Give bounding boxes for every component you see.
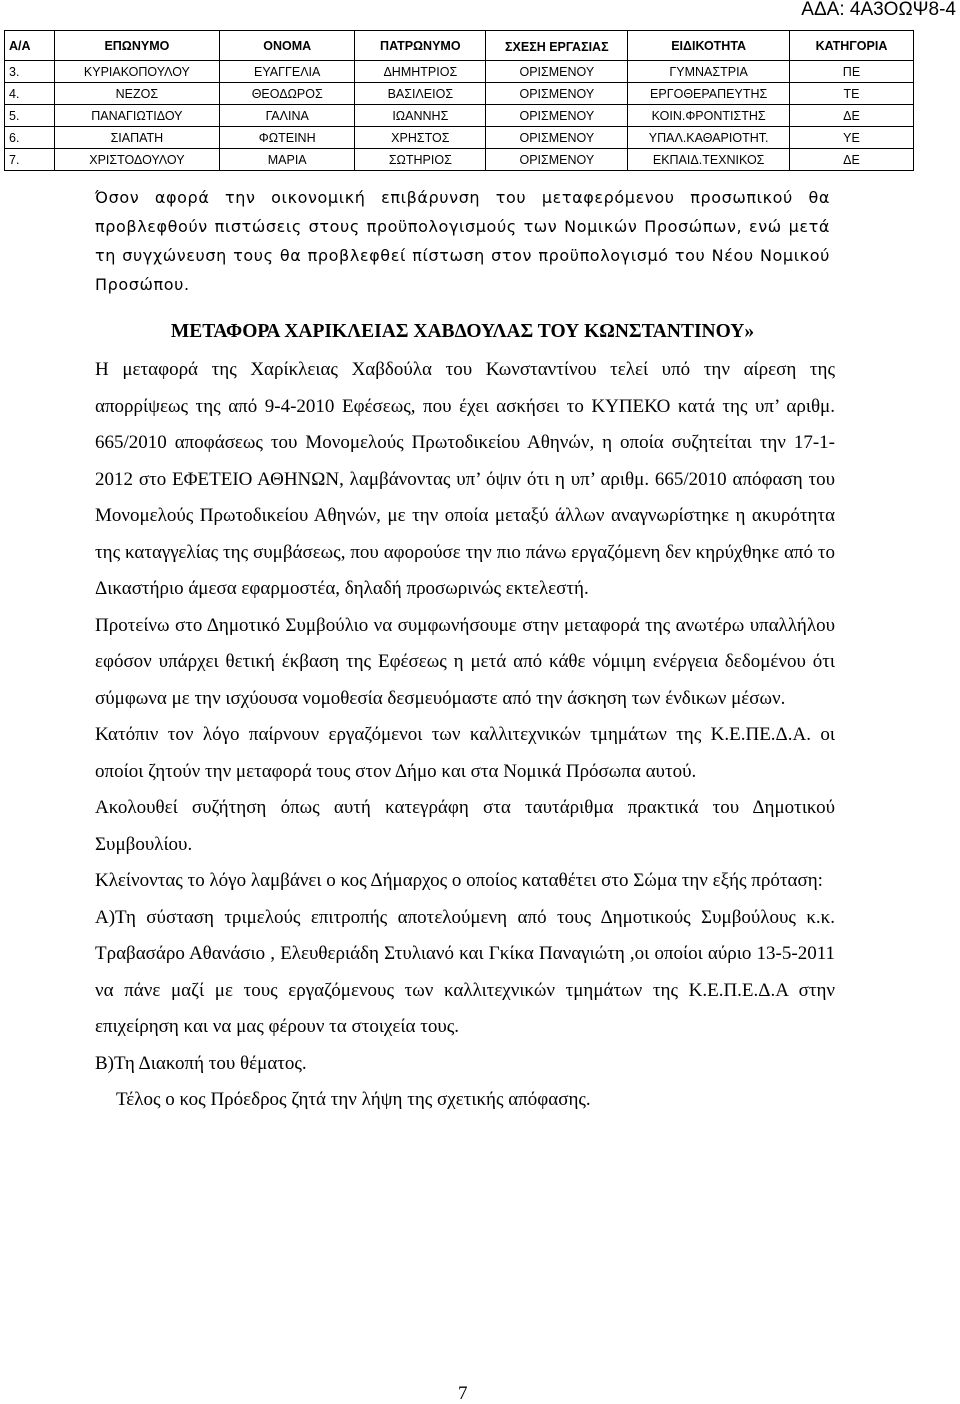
cell-category: ΤΕ [789,83,913,105]
cell-employment-relation: ΟΡΙΣΜΕΝΟΥ [486,127,628,149]
cell-aa: 5. [5,105,55,127]
cell-surname: ΝΕΖΟΣ [54,83,219,105]
cell-employment-relation: ΟΡΙΣΜΕΝΟΥ [486,149,628,171]
staff-table [4,30,914,171]
cell-name: ΜΑΡΙΑ [220,149,355,171]
cell-name: ΦΩΤΕΙΝΗ [220,127,355,149]
cell-specialty: ΚΟΙΝ.ΦΡΟΝΤΙΣΤΗΣ [628,105,790,127]
cell-employment-relation: ΟΡΙΣΜΕΝΟΥ [486,83,628,105]
cell-specialty: ΕΚΠΑΙΔ.ΤΕΧΝΙΚΟΣ [628,149,790,171]
cell-aa: 7. [5,149,55,171]
paragraph-option-b: Β)Τη Διακοπή του θέματος. [95,1052,307,1074]
table-row [5,127,914,149]
cell-surname: ΣΙΑΠΑΤΗ [54,127,219,149]
cell-specialty: ΓΥΜΝΑΣΤΡΙΑ [628,61,790,83]
cell-name: ΓΑΛΙΝΑ [220,105,355,127]
header-specialty: ΕΙΔΙΚΟΤΗΤΑ [628,31,790,61]
cell-category: ΠΕ [789,61,913,83]
cell-aa: 4. [5,83,55,105]
cell-category: ΔΕ [789,105,913,127]
header-patronym: ΠΑΤΡΩΝΥΜΟ [355,31,486,61]
cell-surname: ΚΥΡΙΑΚΟΠΟΥΛΟΥ [54,61,219,83]
cell-patronym: ΣΩΤΗΡΙΟΣ [355,149,486,171]
cell-category: ΔΕ [789,149,913,171]
cell-name: ΕΥΑΓΓΕΛΙΑ [220,61,355,83]
header-surname: ΕΠΩΝΥΜΟ [54,31,219,61]
paragraph-transfer-condition: Η μεταφορά της Χαρίκλειας Χαβδούλα του Κωνσταντίνου τελεί υπό την αίρεση της απορρίψεως της από 9-4-2010 Εφέσεως, που έχει ασκήσει το ΚΥΠΕΚΟ κατά της υπ’ αριθμ. 665/2010 αποφάσεως του Μονομελούς Πρωτοδικείου Αθηνών, η οποία συζητείται την 17-1-2012 στο ΕΦΕΤΕΙΟ ΑΘΗΝΩΝ, λαμβάνοντας υπ’ όψιν ότι η υπ’ αριθμ. 665/2010 απόφαση του Μονομελούς Πρωτοδικείου Αθηνών, με την οποία μεταξύ άλλων αναγνωρίστηκε η ακυρότητα της καταγγελίας της συμβάσεως, που αφορούσε την πιο πάνω εργαζόμενη δεν κηρύχθηκε από το Δικαστήριο άμεσα εφαρμοστέα, δηλαδή προσωρινώς εκτελεστή. [95,359,835,599]
paragraph-proposal: Προτείνω στο Δημοτικό Συμβούλιο να συμφωνήσουμε στην μεταφορά της ανωτέρω υπαλλήλου εφόσον υπάρχει θετική έκβαση της Εφέσεως η μετά από κάθε νόμιμη ενέργεια δεδομένου ότι σύμφωνα με την ισχύουσα νομοθεσία δεσμευόμαστε από την άσκηση των ένδικων μέσων. [95,614,835,709]
cell-patronym: ΔΗΜΗΤΡΙΟΣ [355,61,486,83]
paragraph-workers: Κατόπιν τον λόγο παίρνουν εργαζόμενοι των καλλιτεχνικών τμημάτων της Κ.Ε.ΠΕ.Δ.Α. οι οποίοι ζητούν την μεταφορά τους στον Δήμο και στα Νομικά Πρόσωπα αυτού. [95,724,835,782]
cell-specialty: ΕΡΓΟΘΕΡΑΠΕΥΤΗΣ [628,83,790,105]
paragraph-discussion: Ακολουθεί συζήτηση όπως αυτή κατεγράφη στα ταυτάριθμα πρακτικά του Δημοτικού Συμβουλίου. [95,797,835,855]
table-row [5,149,914,171]
page-number: 7 [458,1383,468,1404]
header-name: ΟΝΟΜΑ [220,31,355,61]
section-heading: ΜΕΤΑΦΟΡΑ ΧΑΡΙΚΛΕΙΑΣ ΧΑΒΔΟΥΛΑΣ ΤΟΥ ΚΩΝΣΤΑΝΤΙΝΟΥ» [170,321,755,342]
table-row [5,61,914,83]
paragraph-mayor: Κλείνοντας το λόγο λαμβάνει ο κος Δήμαρχος ο οποίος καταθέτει στο Σώμα την εξής πρόταση: [95,870,823,891]
cell-surname: ΧΡΙΣΤΟΔΟΥΛΟΥ [54,149,219,171]
ada-code: ΑΔΑ: 4Α3ΟΩΨ8-4 [801,0,956,20]
cell-employment-relation: ΟΡΙΣΜΕΝΟΥ [486,105,628,127]
paragraph-closing: Τέλος ο κος Πρόεδρος ζητά την λήψη της σχετικής απόφασης. [116,1089,591,1110]
cell-specialty: ΥΠΑΛ.ΚΑΘΑΡΙΟΤΗΤ. [628,127,790,149]
cell-patronym: ΙΩΑΝΝΗΣ [355,105,486,127]
header-category: ΚΑΤΗΓΟΡΙΑ [789,31,913,61]
intro-paragraph: Όσον αφορά την οικονομική επιβάρυνση του μεταφερόμενου προσωπικού θα προβλεφθούν πιστώσεις στους προϋπολογισμούς των Νομικών Προσώπων, ενώ μετά τη συγχώνευση τους θα προβλεφθεί πίστωση στον προϋπολογισμό του Νέου Νομικού Προσώπου. [95,188,830,294]
header-employment-relation: ΣΧΕΣΗ ΕΡΓΑΣΙΑΣ [486,31,628,61]
cell-name: ΘΕΟΔΩΡΟΣ [220,83,355,105]
table-row [5,83,914,105]
table-row [5,105,914,127]
cell-aa: 3. [5,61,55,83]
cell-patronym: ΒΑΣΙΛΕΙΟΣ [355,83,486,105]
cell-surname: ΠΑΝΑΓΙΩΤΙΔΟΥ [54,105,219,127]
header-aa: Α/Α [5,31,55,61]
body-text [95,352,835,1119]
cell-aa: 6. [5,127,55,149]
cell-category: ΥΕ [789,127,913,149]
paragraph-option-a: Α)Τη σύσταση τριμελούς επιτροπής αποτελούμενη από τους Δημοτικούς Συμβούλους κ.κ. Τραβασάρο Αθανάσιο , Ελευθεριάδη Στυλιανό και Γκίκα Παναγιώτη ,οι οποίοι αύριο 13-5-2011 να πάνε μαζί με τους εργαζόμενους των καλλιτεχνικών τμημάτων της Κ.Ε.Π.Ε.Δ.Α στην επιχείρηση και να μας φέρουν τα στοιχεία τους. [95,906,835,1037]
cell-employment-relation: ΟΡΙΣΜΕΝΟΥ [486,61,628,83]
table-header-row [5,31,914,61]
cell-patronym: ΧΡΗΣΤΟΣ [355,127,486,149]
